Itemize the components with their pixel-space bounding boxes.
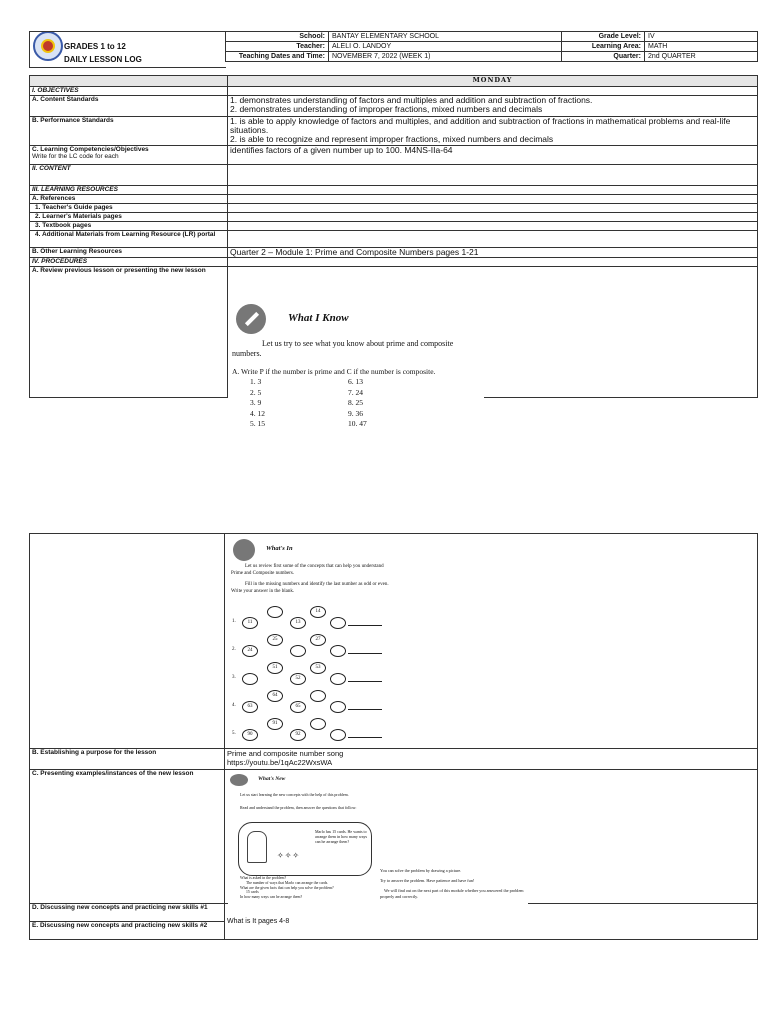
whats-in-intro: Let us review first some of the concepts that can help you understand Prime and Composite numbers. (231, 564, 384, 576)
story-bubble (238, 822, 372, 876)
header-table (225, 31, 758, 62)
school-label: School: (226, 32, 329, 42)
other-resources-label: B. Other Learning Resources (30, 248, 228, 258)
quarter-value: 2nd QUARTER (645, 52, 758, 62)
items-left (250, 377, 265, 430)
content-standards-1: 1. demonstrates understanding of factors and multiples and addition and subtraction of fractions. (230, 95, 593, 105)
procedures-heading: IV. PROCEDURES (30, 258, 228, 267)
teacher-value: ALELI O. LANDOY (329, 42, 562, 52)
performance-1: 1. is able to apply knowledge of factors and multiples, and addition and subtraction of fractions in mathematical problems and real-life situations. (230, 116, 731, 135)
performance-2: 2. is able to recognize and represent improper fractions, mixed numbers and decimals (230, 134, 554, 144)
competencies-value: identifies factors of a given number up to 100. M4NS-IIa-64 (228, 146, 758, 165)
competencies-sub: Write for the LC code for each (32, 153, 119, 160)
what-i-know-intro: Let us try to see what you know about prime and composite numbers. (232, 339, 454, 358)
cards-illustration: ✧✧✧ (277, 851, 301, 860)
lm-label: 2. Learner's Materials pages (30, 213, 228, 222)
whats-new-side: You can solve the problem by drawing a picture. Try to answer the problem. Have patience and have fun! We will find out on the next part of this module whether you answered the problem properly and correctly. (380, 868, 524, 899)
dates-label: Teaching Dates and Time: (226, 52, 329, 62)
content-standards-2: 2. demonstrates understanding of improper fractions, mixed numbers and decimals (230, 104, 543, 114)
list-item: 4. 12 (250, 408, 265, 418)
content-heading: II. CONTENT (30, 165, 228, 186)
sequence-row: 2. 24 25 27 (232, 637, 392, 663)
textbook-label: 3. Textbook pages (30, 222, 228, 231)
teacher-label: Teacher: (226, 42, 329, 52)
resources-heading: III. LEARNING RESOURCES (30, 186, 228, 195)
objectives-heading: I. OBJECTIVES (30, 87, 228, 96)
list-item: 9. 36 (348, 408, 363, 418)
references-label: A. References (30, 195, 228, 204)
sequence-row: 3. 51 52 53 (232, 665, 392, 691)
additional-label: 4. Additional Materials from Learning Resource (LR) portal (30, 231, 228, 248)
sequence-row: 1. 11 13 14 (232, 609, 392, 635)
what-i-know-instruction: A. Write P if the number is prime and C if the number is composite. (232, 367, 436, 376)
area-value: MATH (645, 42, 758, 52)
whats-new-questions: What is asked in the problem? The number of ways that Marlo can arrange the cards. What are the given facts that can help you solve the problem? 15 cards In how many ways can he arrange them? (240, 876, 334, 900)
whats-in-instruction: Fill in the missing numbers and identify the last number as odd or even. Write your answer in the blank. (231, 582, 389, 594)
whats-in-card (228, 535, 398, 748)
list-item: 5. 15 (250, 419, 265, 428)
area-label: Learning Area: (562, 42, 645, 52)
whats-in-title: What's In (266, 545, 293, 552)
competencies-label: C. Learning Competencies/Objectives (32, 146, 149, 153)
presenting-label: C. Presenting examples/instances of the new lesson (30, 770, 225, 904)
establish-link[interactable]: https://youtu.be/1qAc22WxsWA (227, 758, 333, 767)
content-standards-label: A. Content Standards (30, 96, 228, 117)
gear-icon (233, 539, 255, 561)
grade-label: Grade Level: (562, 32, 645, 42)
child-illustration (247, 831, 267, 863)
list-item: 1. 3 (250, 377, 262, 386)
performance-standards-label: B. Performance Standards (30, 117, 228, 146)
list-item: 6. 13 (348, 377, 363, 386)
discuss-value: What is It pages 4-8 (225, 904, 758, 940)
quarter-label: Quarter: (562, 52, 645, 62)
whats-new-read: Read and understand the problem, then answer the questions that follow: (240, 805, 357, 810)
what-i-know-card (228, 297, 484, 429)
leaf-icon (230, 774, 248, 786)
whats-new-title: What's New (258, 776, 286, 782)
establish-label: B. Establishing a purpose for the lesson (30, 749, 225, 770)
what-i-know-title: What I Know (288, 312, 349, 324)
discuss2-label: E. Discussing new concepts and practicing new skills #2 (30, 922, 225, 940)
story-text: Marlo has 15 cards. He wants to arrange them in how many ways can he arrange them? (315, 829, 368, 844)
whats-new-card (228, 772, 528, 904)
sequence-row: 4. 63 64 65 (232, 693, 392, 719)
school-value: BANTAY ELEMENTARY SCHOOL (329, 32, 562, 42)
other-resources-value: Quarter 2 – Module 1: Prime and Composite Numbers pages 1-21 (228, 248, 758, 258)
whats-new-intro: Let us start learning the new concepts with the help of this problem. (240, 792, 349, 797)
tg-label: 1. Teacher's Guide pages (30, 204, 228, 213)
grades-label: GRADES 1 to 12 (64, 42, 126, 51)
list-item: 8. 25 (348, 398, 363, 407)
discuss1-label: D. Discussing new concepts and practicing new skills #1 (30, 904, 225, 922)
review-label: A. Review previous lesson or presenting the new lesson (30, 267, 228, 398)
list-item: 10. 47 (348, 419, 367, 428)
pencil-icon (236, 304, 266, 334)
day-heading: MONDAY (228, 76, 758, 87)
grade-value: IV (645, 32, 758, 42)
dll-label: DAILY LESSON LOG (64, 55, 142, 64)
list-item: 2. 5 (250, 387, 262, 397)
establish-song: Prime and composite number song (227, 749, 344, 758)
list-item: 7. 24 (348, 387, 363, 397)
sequence-row: 5. 90 91 92 (232, 721, 392, 747)
header-logo-cell (29, 31, 226, 68)
items-right (348, 377, 367, 430)
dates-value: NOVEMBER 7, 2022 (WEEK 1) (329, 52, 562, 62)
list-item: 3. 9 (250, 398, 262, 407)
